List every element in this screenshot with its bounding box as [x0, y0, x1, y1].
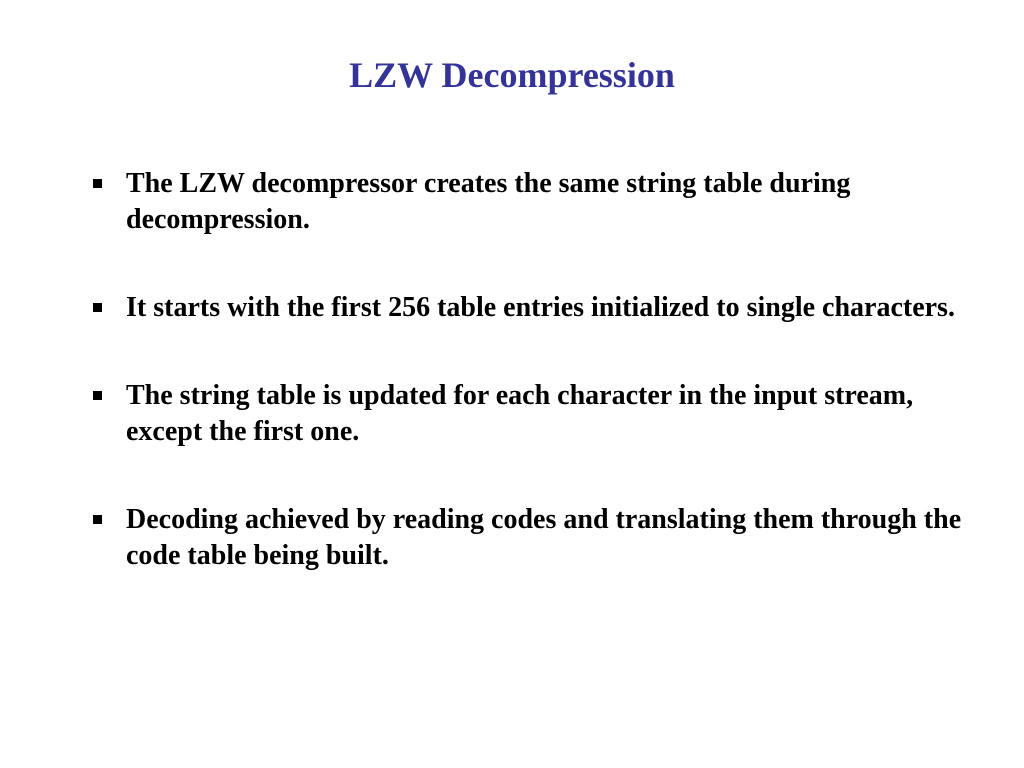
bullet-text: The string table is updated for each character in the input stream, except the first one. [126, 380, 914, 447]
slide-title: LZW Decompression [349, 55, 675, 95]
bullet-text: It starts with the first 256 table entries initialized to single characters. [126, 292, 955, 323]
bullet-item [90, 166, 990, 238]
bullet-list [90, 166, 990, 626]
square-bullet-icon [93, 179, 102, 188]
square-bullet-icon [93, 391, 102, 400]
bullet-item [90, 378, 990, 450]
bullet-text: The LZW decompressor creates the same string table during decompression. [126, 168, 851, 235]
bullet-item [90, 290, 990, 326]
square-bullet-icon [93, 515, 102, 524]
square-bullet-icon [93, 303, 102, 312]
bullet-item [90, 502, 990, 574]
bullet-text: Decoding achieved by reading codes and translating them through the code table being built. [126, 504, 962, 571]
